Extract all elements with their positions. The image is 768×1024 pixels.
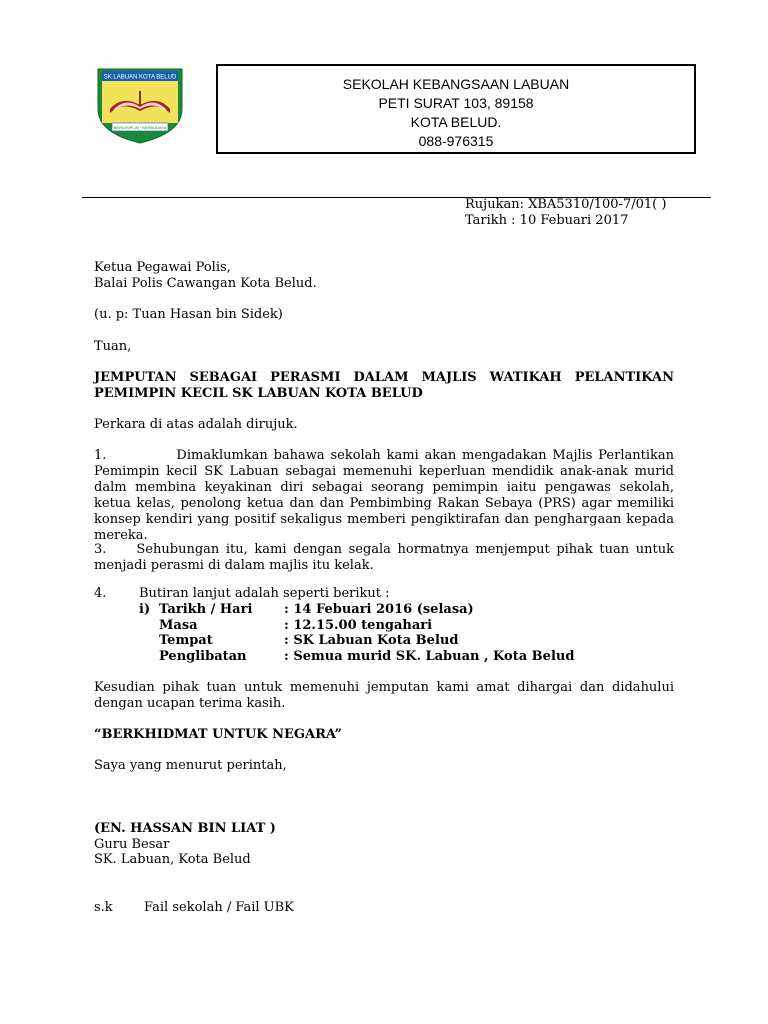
subject-line: JEMPUTAN SEBAGAI PERASMI DALAM MAJLIS WATIKAH PELANTIKAN PEMIMPIN KECIL SK LABUAN KOTA BELUD [94,370,674,401]
salutation: Tuan, [94,339,132,354]
detail-label-participation: Penglibatan [159,649,247,664]
school-logo [92,65,188,145]
paragraph-1-text: Dimaklumkan bahawa sekolah kami akan mengadakan Majlis Perlantikan Pemimpin kecil SK Labuan sebagai memenuhi keperluan mendidik anak-anak murid dalm membina keyakinan diri sebagai seorang pemimpin iaitu pengawas sekolah, ketua kelas, penolong ketua dan dan Pembimbing Rakan Sebaya (PRS) agar memiliki konsep kendiri yang positif sekaligus memberi pengiktirafan dan penghargaan kepada mereka. [94,448,674,543]
paragraph-1-number: 1. [94,448,107,463]
closing-paragraph: Kesudian pihak tuan untuk memenuhi jemputan kami amat dihargai dan didahului dengan ucapan terima kasih. [94,680,674,711]
sign-off: Saya yang menurut perintah, [94,758,287,773]
letter-date: Tarikh : 10 Febuari 2017 [465,213,629,228]
paragraph-3-text: Sehubungan itu, kami dengan segala hormatnya menjemput pihak tuan untuk menjadi perasmi di dalam majlis itu kelak. [94,542,674,573]
detail-value-venue: : SK Labuan Kota Belud [284,633,459,648]
school-address-2: KOTA BELUD. [410,114,502,130]
logo-banner-text: SK LABUAN KOTA BELUD [103,74,177,81]
recipient-line-1: Ketua Pegawai Polis, [94,260,231,275]
signatory-school: SK. Labuan, Kota Belud [94,852,251,867]
school-header [216,64,696,154]
detail-label-date: Tarikh / Hari [159,602,253,617]
signatory-title: Guru Besar [94,837,170,852]
school-name: SEKOLAH KEBANGSAAN LABUAN [342,76,570,92]
paragraph-4-text: Butiran lanjut adalah seperti berikut : [139,586,390,601]
paragraph-3-number: 3. [94,542,107,557]
recipient-line-2: Balai Polis Cawangan Kota Belud. [94,276,317,291]
detail-value-participation: : Semua murid SK. Labuan , Kota Belud [284,649,575,664]
cc-label: s.k [94,900,113,915]
intro-line: Perkara di atas adalah dirujuk. [94,417,298,432]
motto: “BERKHIDMAT UNTUK NEGARA” [94,727,342,742]
logo-ribbon-text: BERDISIPLIN · BERBUDAYA [113,125,167,130]
attention-line: (u. p: Tuan Hasan bin Sidek) [94,307,283,322]
school-address-1: PETI SURAT 103, 89158 [378,95,534,111]
paragraph-4-number: 4. [94,586,107,601]
detail-value-date: : 14 Febuari 2016 (selasa) [284,602,474,617]
school-phone: 088-976315 [418,133,494,149]
paragraph-3 [94,542,674,574]
reference-block [465,197,666,229]
paragraph-1 [94,448,674,544]
detail-label-venue: Tempat [159,633,213,648]
reference-number: Rujukan: XBA5310/100-7/01( ) [465,197,667,212]
signatory-name: (EN. HASSAN BIN LIAT ) [94,821,276,836]
detail-label-time: Masa [159,618,198,633]
details-marker: i) [139,602,151,617]
cc-value: Fail sekolah / Fail UBK [144,900,294,915]
detail-value-time: : 12.15.00 tengahari [284,618,433,633]
